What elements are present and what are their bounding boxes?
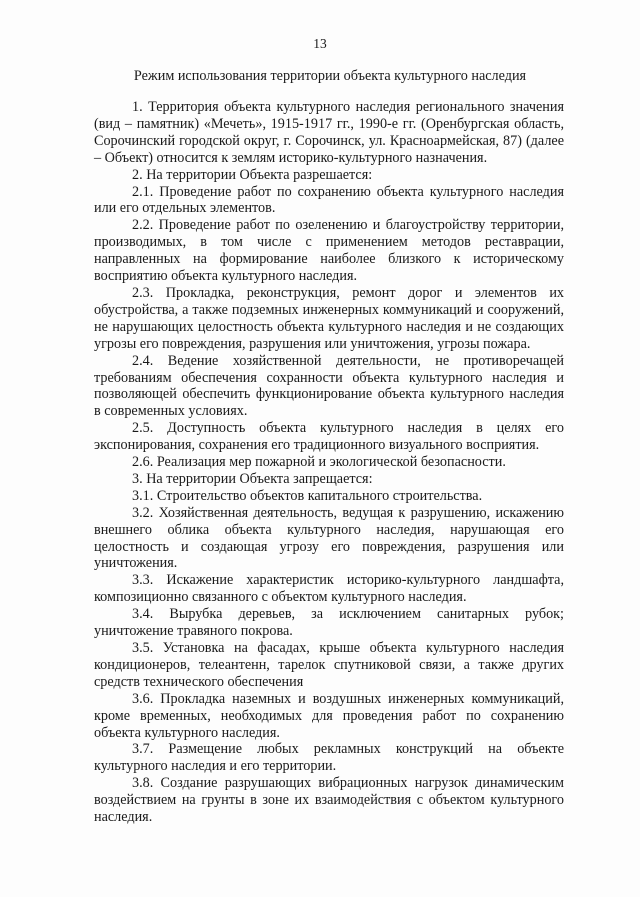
paragraph-3-8: 3.8. Создание разрушающих вибрационных нагрузок динамическим воздействием на грунты в зоне их взаимодействия с объектом культурного наследия. [94,775,564,826]
paragraph-3: 3. На территории Объекта запрещается: [132,470,373,487]
paragraph-2-2: 2.2. Проведение работ по озеленению и благоустройству территории, производимых, в том числе с применением методов реставрации, направленных на формирование наиболее близкого к историческому восприятию объекта культурного наследия. [94,217,564,285]
document-body [94,99,564,826]
paragraph-3-5: 3.5. Установка на фасадах, крыше объекта культурного наследия кондиционеров, телеантенн, тарелок спутниковой связи, а также других средств технического обеспечения [94,640,564,690]
paragraph-3-2: 3.2. Хозяйственная деятельность, ведущая к разрушению, искажению внешнего облика объекта культурного наследия, нарушающая его целостность и создающая угрозу его повреждения, разрушения или уничтожения. [94,504,564,572]
paragraph-2-4: 2.4. Ведение хозяйственной деятельности, не противоречащей требованиям обеспечения сохранности объекта культурного наследия и позволяющей обеспечить функционирование объекта культурного наследия в современных условиях. [94,352,564,420]
paragraph-3-3: 3.3. Искажение характеристик историко-культурного ландшафта, композиционно связанного с объектом культурного наследия. [94,572,564,606]
paragraph-2: 2. На территории Объекта разрешается: [132,166,373,183]
section-title: Режим использования территории объекта культурного наследия [133,68,527,84]
paragraph-2-1: 2.1. Проведение работ по сохранению объекта культурного наследия или его отдельных элементов. [94,183,564,217]
paragraph-3-7: 3.7. Размещение любых рекламных конструкций на объекте культурного наследия и его территории. [94,741,564,775]
paragraph-2-3: 2.3. Прокладка, реконструкция, ремонт дорог и элементов их обустройства, а также подземных инженерных коммуникаций и сооружений, не нарушающих целостность объекта культурного наследия и не создающих угрозы его повреждения, разрушения или уничтожения, угрозы пожара. [94,284,564,352]
paragraph-3-6: 3.6. Прокладка наземных и воздушных инженерных коммуникаций, кроме временных, необходимых для проведения работ по сохранению объекта культурного наследия. [94,690,564,741]
page-number: 13 [313,36,327,51]
paragraph-2-6: 2.6. Реализация мер пожарной и экологической безопасности. [132,454,506,471]
paragraph-3-1: 3.1. Строительство объектов капитального строительства. [132,487,483,504]
paragraph-3-4: 3.4. Вырубка деревьев, за исключением санитарных рубок; уничтожение травяного покрова. [94,606,564,640]
paragraph-2-5: 2.5. Доступность объекта культурного наследия в целях его экспонирования, сохранения его традиционного визуального восприятия. [94,420,564,454]
paragraph-1: 1. Территория объекта культурного наследия регионального значения (вид – памятник) «Мечеть», 1915-1917 гг., 1990-е гг. (Оренбургская область, Сорочинский городской округ, г. Сорочинск, ул. Красноармейская, 87) (далее – Объект) относится к землям историко-культурного назначения. [94,99,564,166]
